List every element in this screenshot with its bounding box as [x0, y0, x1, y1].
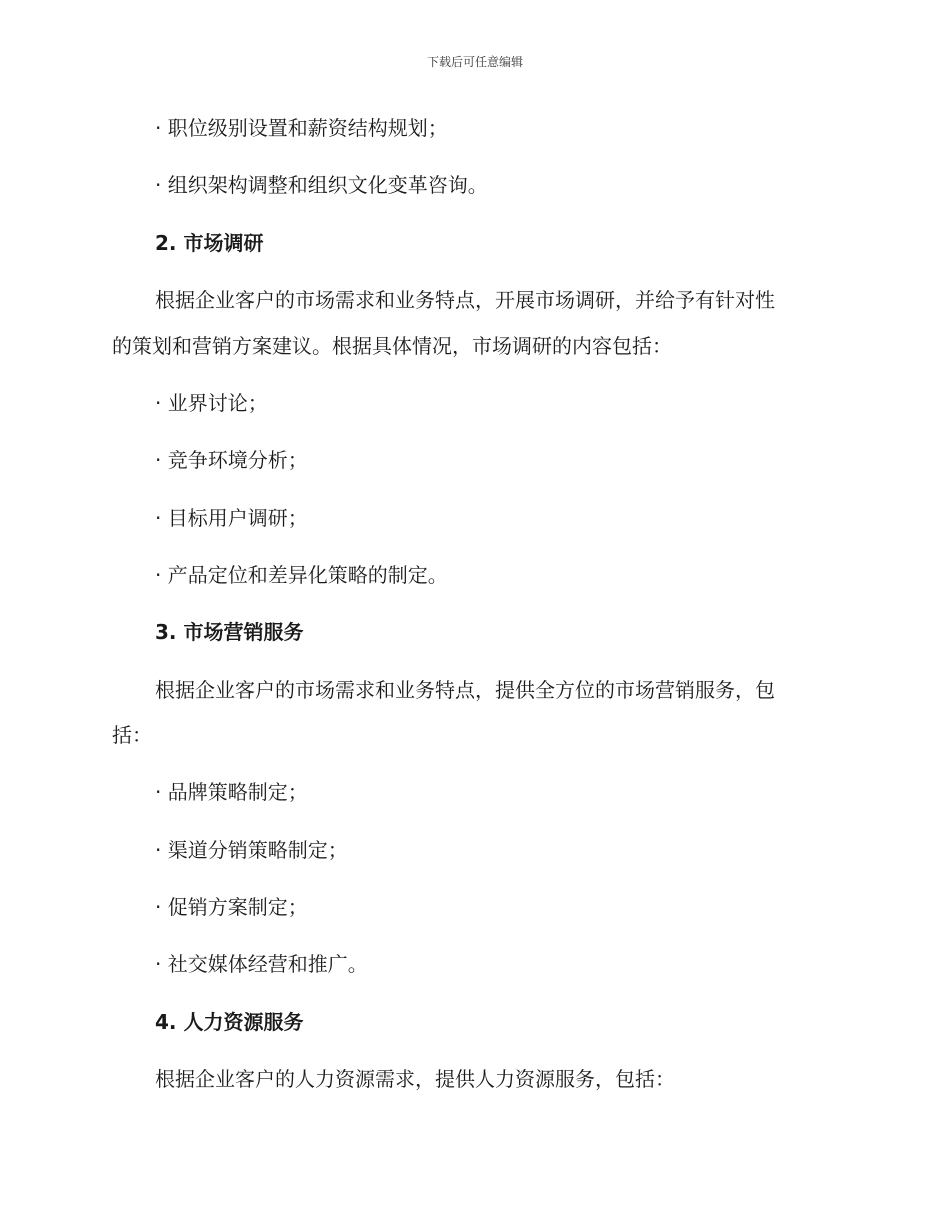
list-item: · 渠道分销策略制定；	[155, 838, 348, 862]
page-header-note: 下载后可任意编辑	[426, 55, 523, 69]
paragraph-line: 根据企业客户的市场需求和业务特点，提供全方位的市场营销服务，包	[155, 678, 775, 702]
list-item: · 职位级别设置和薪资结构规划；	[155, 116, 448, 140]
list-item: · 社交媒体经营和推广。	[155, 952, 368, 976]
paragraph-line: 括：	[112, 723, 152, 747]
list-item: · 品牌策略制定；	[155, 780, 308, 804]
list-item: · 目标用户调研；	[155, 506, 308, 530]
list-item: · 竞争环境分析；	[155, 448, 308, 472]
section-heading-marketing-services: 3. 市场营销服务	[155, 620, 304, 644]
list-item: · 产品定位和差异化策略的制定。	[155, 563, 448, 587]
paragraph-line: 根据企业客户的人力资源需求，提供人力资源服务，包括：	[155, 1067, 675, 1091]
list-item: · 业界讨论；	[155, 391, 268, 415]
paragraph-line: 根据企业客户的市场需求和业务特点，开展市场调研，并给予有针对性	[155, 288, 775, 312]
section-heading-market-research: 2. 市场调研	[155, 231, 264, 255]
list-item: · 组织架构调整和组织文化变革咨询。	[155, 173, 488, 197]
section-heading-hr-services: 4. 人力资源服务	[155, 1010, 304, 1034]
list-item: · 促销方案制定；	[155, 895, 308, 919]
paragraph-line: 的策划和营销方案建议。根据具体情况，市场调研的内容包括：	[112, 334, 672, 358]
